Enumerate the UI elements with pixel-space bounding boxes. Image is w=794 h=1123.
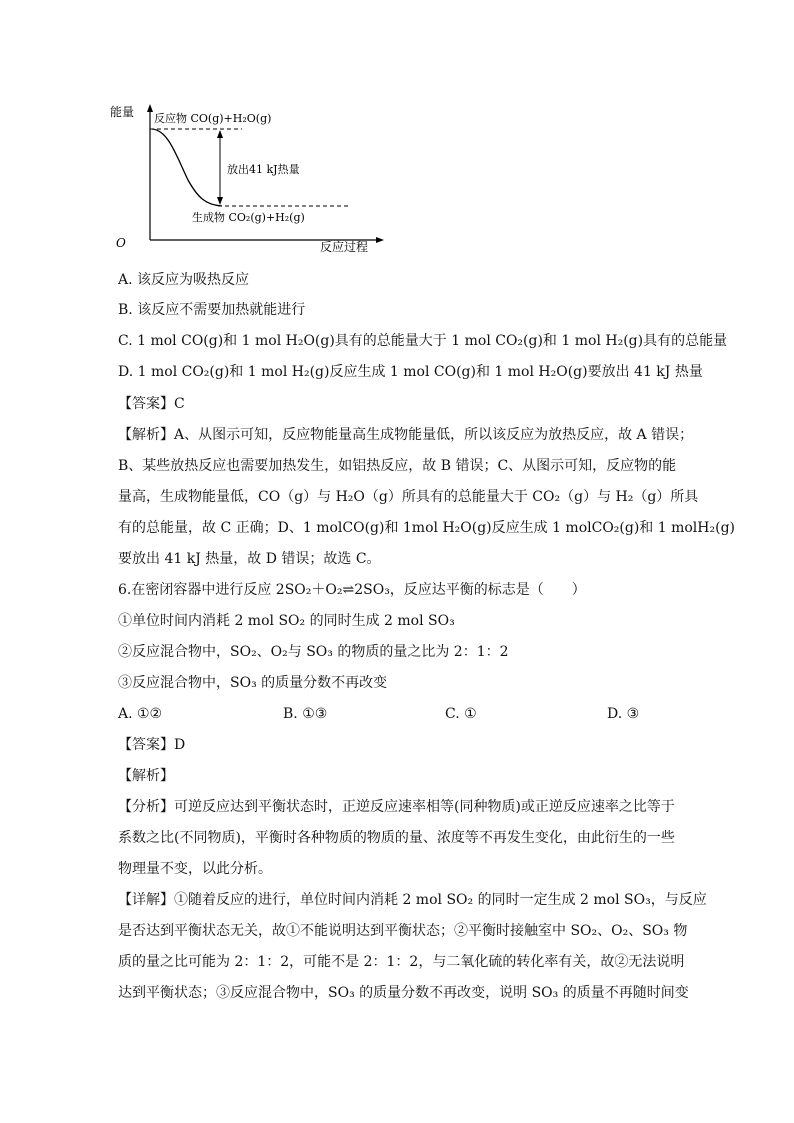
q5-analysis-line: B、某些放热反应也需要加热发生，如铝热反应，故 B 错误；C、从图示可知，反应物的能: [118, 458, 677, 474]
energy-diagram: [110, 100, 390, 260]
q6-analysis-line: 物理量不变，以此分析。: [118, 861, 272, 877]
q6-statement-3: ③反应混合物中，SO₃ 的质量分数不再改变: [118, 675, 388, 691]
q6-analysis-title: 【解析】: [118, 768, 174, 784]
q6-analysis-line: 系数之比(不同物质)，平衡时各种物质的物质的量、浓度等不再发生变化，由此衍生的一些: [118, 830, 675, 846]
q5-analysis-line: 量高，生成物能量低，CO（g）与 H₂O（g）所具有的总能量大于 CO₂（g）与 H₂（g）所具: [118, 489, 699, 505]
q6-choice-a: A. ①②: [118, 706, 163, 722]
q6-detail-line: 质的量之比可能为 2：1：2，可能不是 2：1：2，与二氧化硫的转化率有关，故②无法说明: [118, 954, 685, 970]
q5-option-d: D. 1 mol CO₂(g)和 1 mol H₂(g)反应生成 1 mol CO(g)和 1 mol H₂O(g)要放出 41 kJ 热量: [118, 364, 703, 380]
energy-diagram-svg: [110, 100, 390, 260]
q5-option-b: B. 该反应不需要加热就能进行: [118, 302, 306, 318]
q6-choice-b: B. ①③: [283, 706, 328, 722]
q6-statement-2: ②反应混合物中，SO₂、O₂与 SO₃ 的物质的量之比为 2：1：2: [118, 644, 509, 660]
q5-option-c: C. 1 mol CO(g)和 1 mol H₂O(g)具有的总能量大于 1 mol CO₂(g)和 1 mol H₂(g)具有的总能量: [118, 333, 728, 349]
y-axis-label: 能量: [110, 105, 135, 119]
q6-answer: 【答案】D: [118, 737, 186, 753]
energy-change-label: 放出41 kJ热量: [227, 163, 300, 176]
reactant-label: 反应物 CO(g)+H₂O(g): [154, 112, 272, 125]
q5-option-a: A. 该反应为吸热反应: [118, 272, 250, 288]
x-axis-label: 反应过程: [320, 240, 369, 254]
q6-analysis-line: 【分析】可逆反应达到平衡状态时，正逆反应速率相等(同种物质)或正逆反应速率之比等于: [118, 799, 675, 815]
product-label: 生成物 CO₂(g)+H₂(g): [192, 211, 305, 224]
q5-answer: 【答案】C: [118, 396, 185, 412]
q6-choice-c: C. ①: [445, 706, 477, 722]
q6-detail-line: 达到平衡状态；③反应混合物中，SO₃ 的质量分数不再改变，说明 SO₃ 的质量不再随时间变: [118, 985, 689, 1001]
q6-statement-1: ①单位时间内消耗 2 mol SO₂ 的同时生成 2 mol SO₃: [118, 613, 455, 629]
q6-detail-line: 【详解】①随着反应的进行，单位时间内消耗 2 mol SO₂ 的同时一定生成 2 mol SO₃，与反应: [118, 892, 707, 908]
origin-label: O: [116, 236, 126, 250]
q6-stem: 6.在密闭容器中进行反应 2SO₂＋O₂⇌2SO₃，反应达平衡的标志是（ ）: [118, 582, 586, 598]
q5-analysis-line: 有的总能量，故 C 正确；D、1 molCO(g)和 1mol H₂O(g)反应生成 1 molCO₂(g)和 1 molH₂(g): [118, 520, 735, 536]
q5-analysis-line: 【解析】A、从图示可知，反应物能量高生成物能量低，所以该反应为放热反应，故 A 错误；: [118, 427, 694, 443]
q6-detail-line: 是否达到平衡状态无关，故①不能说明达到平衡状态；②平衡时接触室中 SO₂、O₂、SO₃ 物: [118, 923, 688, 939]
q5-analysis-line: 要放出 41 kJ 热量，故 D 错误；故选 C。: [118, 551, 381, 567]
q6-choice-d: D. ③: [607, 706, 640, 722]
